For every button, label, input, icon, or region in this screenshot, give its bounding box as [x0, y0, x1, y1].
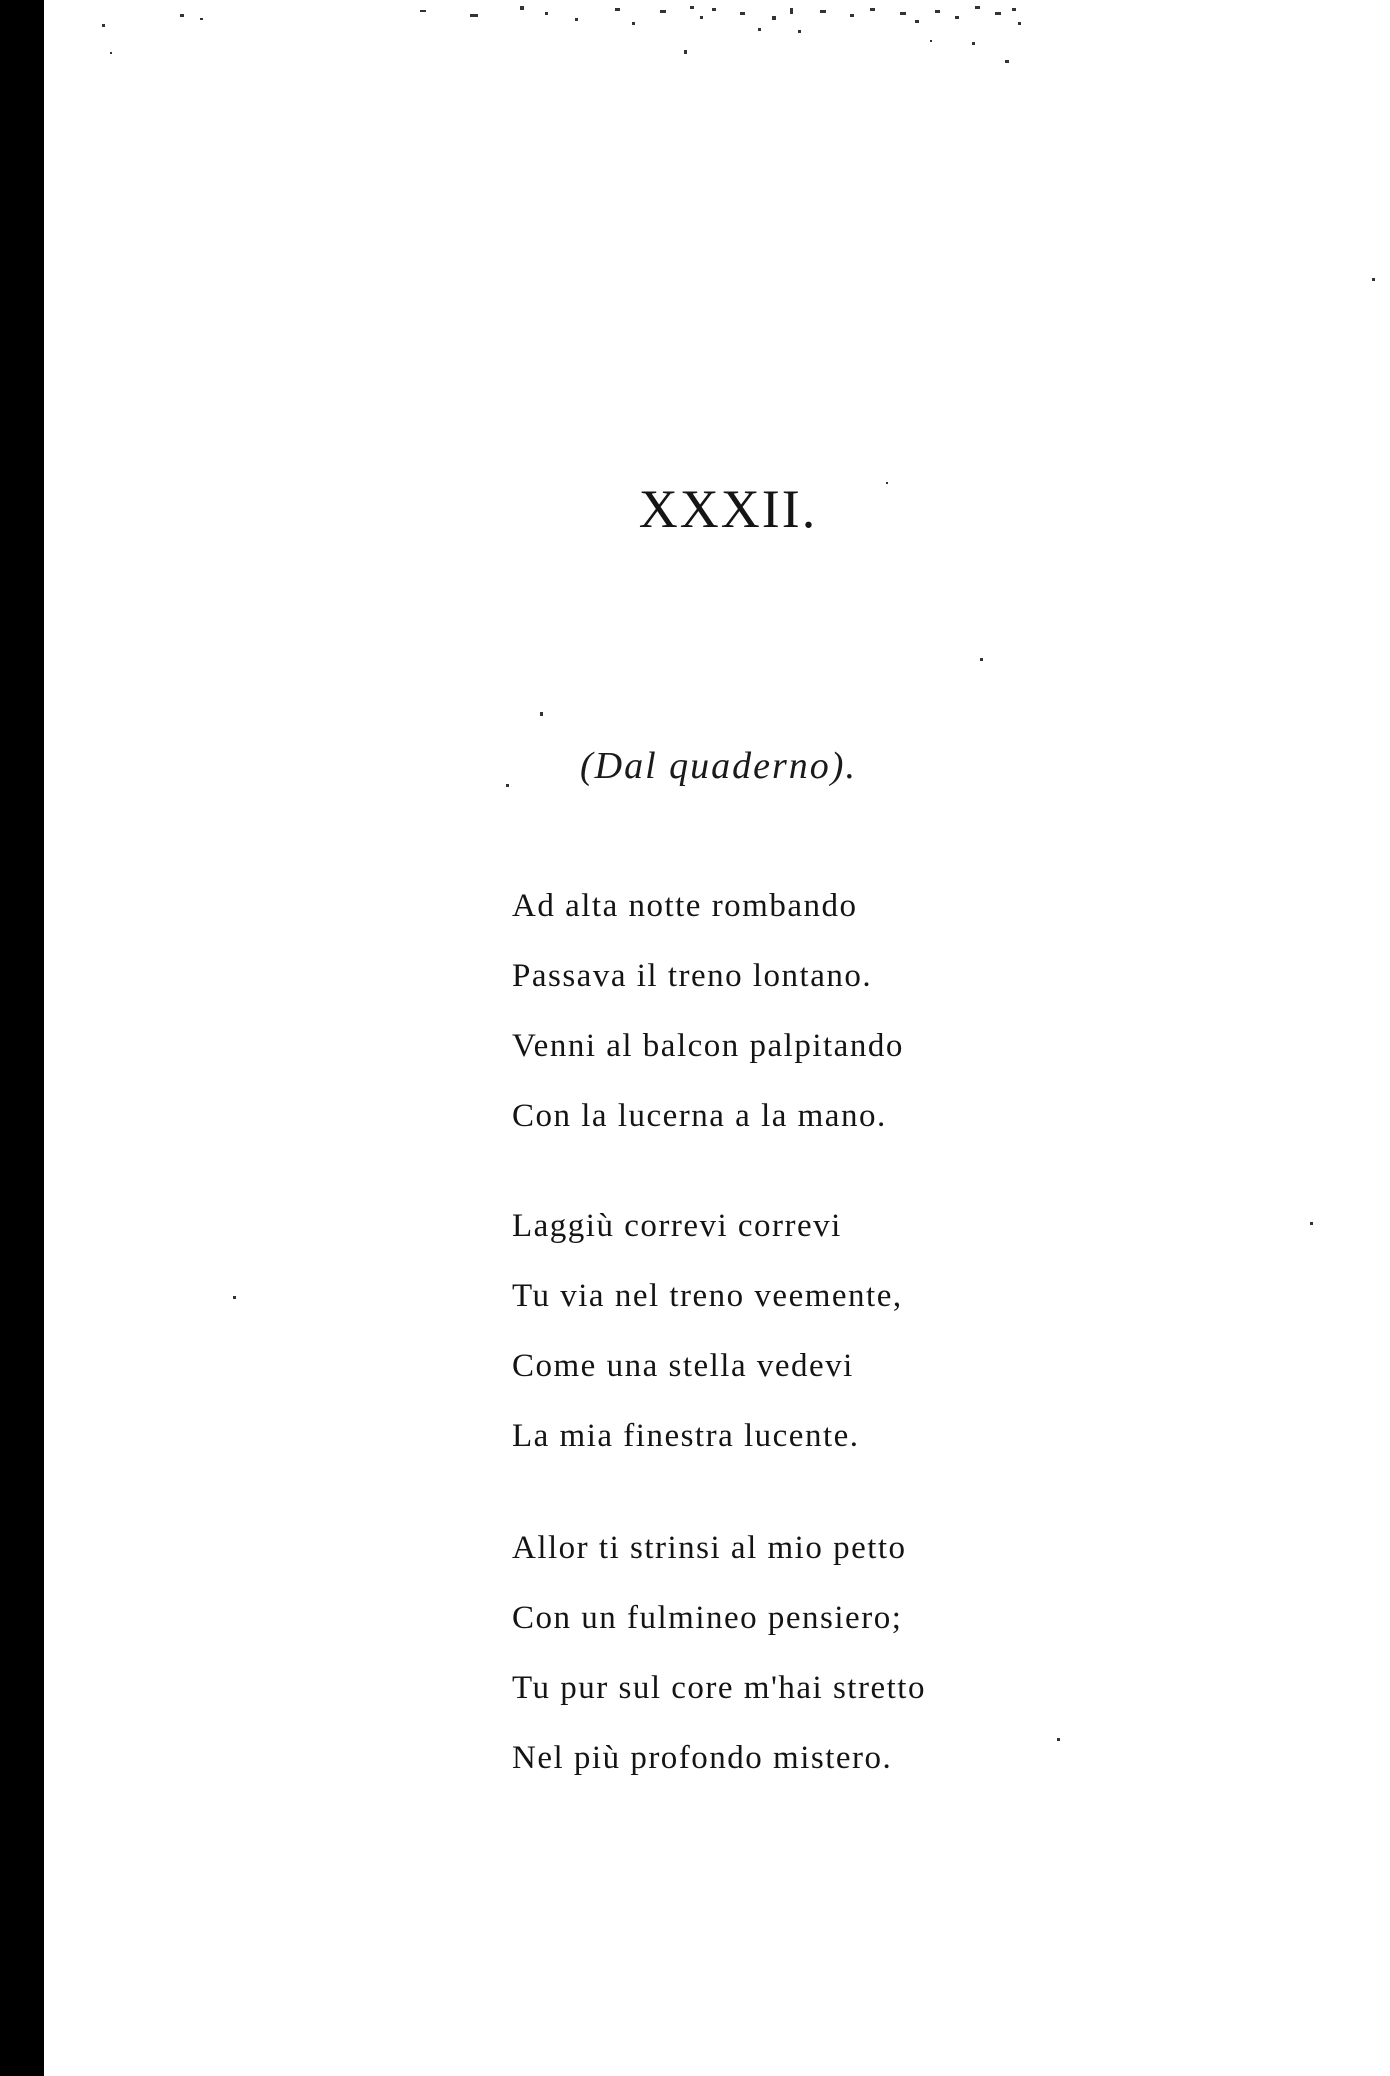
verse-line: Venni al balcon palpitando — [512, 1028, 904, 1064]
verse-line: Tu pur sul core m'hai stretto — [512, 1670, 926, 1706]
verse-line: Con un fulmineo pensiero; — [512, 1600, 903, 1636]
verse-line: Allor ti strinsi al mio petto — [512, 1530, 907, 1566]
verse-line: Nel più profondo mistero. — [512, 1740, 893, 1776]
verse-line: Passava il treno lontano. — [512, 958, 873, 994]
poem-subtitle: (Dal quaderno). — [580, 745, 857, 787]
poem-number: XXXII. — [638, 479, 818, 539]
verse-line: Come una stella vedevi — [512, 1348, 854, 1384]
verse-line: Ad alta notte rombando — [512, 888, 858, 924]
verse-line: Laggiù correvi correvi — [512, 1208, 842, 1244]
verse-line: Con la lucerna a la mano. — [512, 1098, 887, 1134]
verse-line: La mia finestra lucente. — [512, 1418, 860, 1454]
page-binding-edge — [0, 0, 44, 2076]
verse-line: Tu via nel treno veemente, — [512, 1278, 903, 1314]
